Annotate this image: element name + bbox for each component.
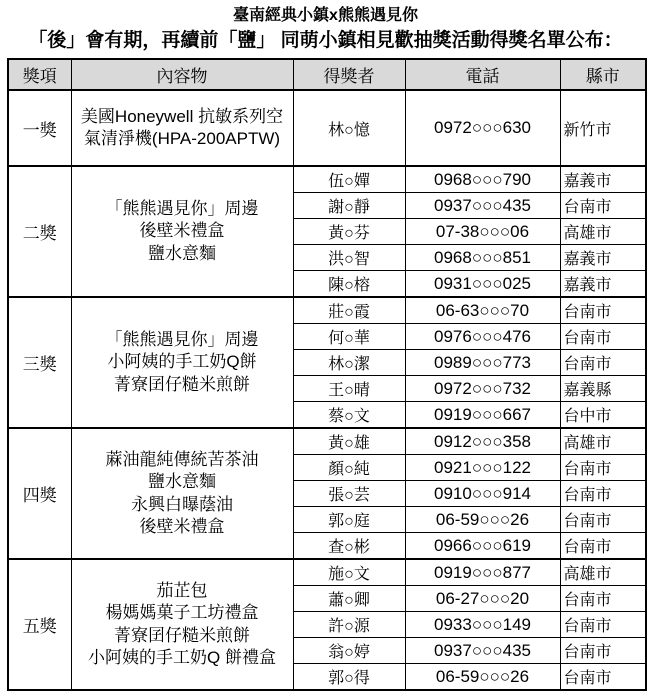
contents-line: 菁寮囝仔糙米煎餅: [114, 374, 250, 394]
city-cell: 台南市: [560, 507, 646, 533]
winner-name-cell: 郭○庭: [293, 507, 405, 533]
contents-line: 「熊熊遇見你」周邊: [105, 199, 259, 219]
city-cell: 嘉義市: [560, 245, 646, 271]
winner-name-cell: 顏○純: [293, 455, 405, 481]
header-prize: 獎項: [8, 59, 71, 90]
table-row: [8, 90, 646, 166]
contents-cell: [71, 166, 293, 297]
phone-cell: 0966○○○619: [405, 533, 560, 560]
phone-cell: 06-27○○○20: [405, 586, 560, 612]
city-cell: 台南市: [560, 193, 646, 219]
table-row: [8, 428, 646, 455]
phone-cell: 0919○○○667: [405, 402, 560, 429]
winner-name-cell: 翁○婷: [293, 638, 405, 664]
winner-name-cell: 林○憶: [293, 90, 405, 166]
city-cell: 台南市: [560, 638, 646, 664]
contents-line: 菁寮囝仔糙米煎餅: [114, 625, 250, 645]
header-city: 縣市: [560, 59, 646, 90]
winner-name-cell: 何○華: [293, 324, 405, 350]
winners-table: [7, 58, 647, 691]
prize-cell: 五獎: [8, 559, 71, 690]
phone-cell: 0972○○○630: [405, 90, 560, 166]
header-contents: 內容物: [71, 59, 293, 90]
phone-cell: 0912○○○358: [405, 428, 560, 455]
winner-name-cell: 洪○智: [293, 245, 405, 271]
phone-cell: 0931○○○025: [405, 271, 560, 298]
contents-line: 小阿姨的手工奶Q 餅禮盒: [88, 647, 276, 667]
winner-name-cell: 王○晴: [293, 376, 405, 402]
contents-cell: [71, 90, 293, 166]
page-subtitle: 「後」會有期，再續前「鹽」 同萌小鎮相見歡抽獎活動得獎名單公布：: [28, 30, 623, 51]
phone-cell: 0968○○○790: [405, 166, 560, 193]
city-cell: 嘉義市: [560, 166, 646, 193]
phone-cell: 0989○○○773: [405, 350, 560, 376]
winner-name-cell: 謝○靜: [293, 193, 405, 219]
phone-cell: 0976○○○476: [405, 324, 560, 350]
city-cell: 台南市: [560, 586, 646, 612]
contents-line: 「熊熊遇見你」周邊: [105, 330, 259, 350]
winner-name-cell: 蔡○文: [293, 402, 405, 429]
city-cell: 台南市: [560, 455, 646, 481]
contents-line: 茄芷包: [156, 581, 208, 601]
phone-cell: 06-63○○○70: [405, 297, 560, 324]
phone-cell: 06-59○○○26: [405, 507, 560, 533]
header-winner: 得獎者: [293, 59, 405, 90]
winner-name-cell: 蕭○卿: [293, 586, 405, 612]
table-row: [8, 166, 646, 193]
contents-line: 美國Honeywell 抗敏系列空氣清淨機(HPA-200APTW): [80, 106, 284, 148]
winner-name-cell: 黃○雄: [293, 428, 405, 455]
contents-cell: [71, 559, 293, 690]
contents-line: 蔴油龍純傳統苦茶油: [105, 450, 259, 470]
winner-name-cell: 郭○得: [293, 664, 405, 691]
contents-line: 永興白曝蔭油: [131, 494, 233, 514]
contents-line: 後壁米禮盒: [139, 221, 225, 241]
city-cell: 台南市: [560, 324, 646, 350]
city-cell: 高雄市: [560, 428, 646, 455]
winners-table-body: [8, 90, 646, 690]
phone-cell: 0933○○○149: [405, 612, 560, 638]
contents-line: 後壁米禮盒: [139, 516, 225, 536]
table-row: [8, 559, 646, 586]
city-cell: 台南市: [560, 481, 646, 507]
winner-name-cell: 查○彬: [293, 533, 405, 560]
phone-cell: 0921○○○122: [405, 455, 560, 481]
winner-name-cell: 伍○嬋: [293, 166, 405, 193]
city-cell: 嘉義縣: [560, 376, 646, 402]
city-cell: 台南市: [560, 533, 646, 560]
phone-cell: 0968○○○851: [405, 245, 560, 271]
city-cell: 台南市: [560, 350, 646, 376]
city-cell: 高雄市: [560, 559, 646, 586]
phone-cell: 0919○○○877: [405, 559, 560, 586]
phone-cell: 0910○○○914: [405, 481, 560, 507]
contents-line: 楊媽媽菓子工坊禮盒: [105, 603, 259, 623]
winner-name-cell: 莊○霞: [293, 297, 405, 324]
table-row: [8, 297, 646, 324]
header-phone: 電話: [405, 59, 560, 90]
city-cell: 台南市: [560, 297, 646, 324]
winner-name-cell: 許○源: [293, 612, 405, 638]
contents-cell: [71, 297, 293, 428]
phone-cell: 0972○○○732: [405, 376, 560, 402]
phone-cell: 0937○○○435: [405, 193, 560, 219]
contents-line: 鹽水意麵: [148, 472, 216, 492]
city-cell: 台中市: [560, 402, 646, 429]
phone-cell: 07-38○○○06: [405, 219, 560, 245]
winner-name-cell: 黃○芬: [293, 219, 405, 245]
page-title: 臺南經典小鎮x熊熊遇見你: [233, 7, 418, 24]
winner-name-cell: 施○文: [293, 559, 405, 586]
winner-name-cell: 張○芸: [293, 481, 405, 507]
city-cell: 高雄市: [560, 219, 646, 245]
contents-line: 小阿姨的手工奶Q餅: [107, 352, 257, 372]
phone-cell: 06-59○○○26: [405, 664, 560, 691]
city-cell: 台南市: [560, 664, 646, 691]
winner-name-cell: 林○潔: [293, 350, 405, 376]
phone-cell: 0937○○○435: [405, 638, 560, 664]
table-header-row: [8, 59, 646, 90]
prize-cell: 二獎: [8, 166, 71, 297]
contents-cell: [71, 428, 293, 559]
prize-cell: 三獎: [8, 297, 71, 428]
prize-cell: 四獎: [8, 428, 71, 559]
city-cell: 新竹市: [560, 90, 646, 166]
contents-line: 鹽水意麵: [148, 243, 216, 263]
prize-cell: 一獎: [8, 90, 71, 166]
winner-name-cell: 陳○榕: [293, 271, 405, 298]
city-cell: 台南市: [560, 612, 646, 638]
city-cell: 嘉義市: [560, 271, 646, 298]
